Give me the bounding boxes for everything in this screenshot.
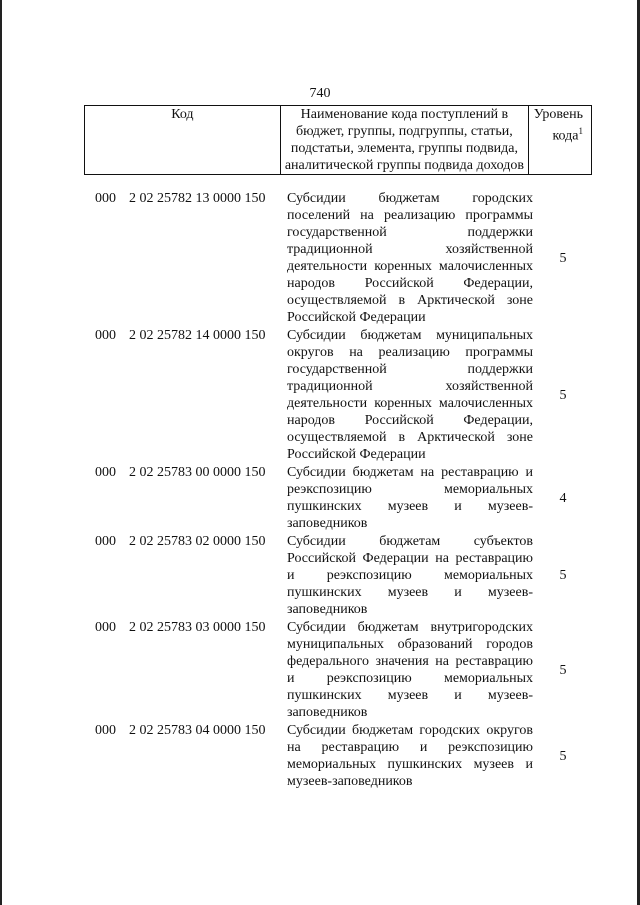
header-code: Код bbox=[85, 106, 281, 175]
row-prefix: 000 bbox=[95, 723, 116, 738]
row-name: Субсидии бюджетам муниципальных округов на реализацию программы государственной поддержки традиционной хозяйственной деятельности коренных малочисленных народов Российской Федерации, осуществляемой в Арктической зоне Российской Федерации bbox=[287, 328, 533, 462]
row-name: Субсидии бюджетам городских округов на реставрацию и реэкспозицию мемориальных пушкинских музеев и музеев-заповедников bbox=[287, 723, 533, 789]
row-prefix: 000 bbox=[95, 620, 116, 635]
row-level: 4 bbox=[559, 490, 567, 506]
row-name: Субсидии бюджетам городских поселений на реализацию программы государственной поддержки традиционной хозяйственной деятельности коренных малочисленных народов Российской Федерации, осуществляемой в Арктической зоне Российской Федерации bbox=[287, 191, 533, 325]
header-level-footnote: 1 bbox=[578, 126, 583, 136]
header-table bbox=[84, 105, 592, 175]
header-level-label: Уровень кода bbox=[533, 107, 583, 144]
table-row bbox=[95, 190, 595, 326]
table-row bbox=[95, 533, 595, 618]
row-level: 5 bbox=[559, 387, 567, 403]
row-code: 2 02 25783 00 0000 150 bbox=[129, 465, 266, 480]
row-code: 2 02 25783 02 0000 150 bbox=[129, 534, 266, 549]
row-code: 2 02 25782 13 0000 150 bbox=[129, 191, 266, 206]
row-level: 5 bbox=[559, 662, 567, 678]
row-name: Субсидии бюджетам внутригородских муниципальных образований городов федерального значения на реставрацию и реэкспозицию мемориальных пушкинских музеев и музеев-заповедников bbox=[287, 620, 533, 720]
row-prefix: 000 bbox=[95, 534, 116, 549]
row-prefix: 000 bbox=[95, 191, 116, 206]
row-level: 5 bbox=[559, 568, 567, 583]
header-row bbox=[85, 106, 592, 175]
table-row bbox=[95, 619, 595, 721]
row-prefix: 000 bbox=[95, 328, 116, 343]
page-number: 740 bbox=[309, 86, 331, 101]
income-code-list bbox=[95, 190, 595, 790]
row-prefix: 000 bbox=[95, 465, 116, 480]
header-level bbox=[529, 106, 592, 175]
table-row bbox=[95, 327, 595, 463]
row-name: Субсидии бюджетам субъектов Российской Федерации на реставрацию и реэкспозицию мемориальных пушкинских музеев и музеев-заповедников bbox=[287, 534, 533, 617]
header-name: Наименование кода поступлений в бюджет, группы, подгруппы, статьи, подстатьи, элемента, группы подвида, аналитической группы подвида доходов bbox=[280, 106, 528, 175]
table-row bbox=[95, 722, 595, 790]
scan-edge-left bbox=[0, 0, 2, 905]
row-code: 2 02 25783 04 0000 150 bbox=[129, 723, 266, 738]
row-code: 2 02 25782 14 0000 150 bbox=[129, 328, 266, 343]
row-code: 2 02 25783 03 0000 150 bbox=[129, 620, 266, 635]
row-name: Субсидии бюджетам на реставрацию и реэкспозицию мемориальных пушкинских музеев и музеев-заповедников bbox=[287, 465, 533, 531]
table-row bbox=[95, 464, 595, 532]
row-level: 5 bbox=[559, 250, 567, 266]
row-level: 5 bbox=[559, 748, 567, 764]
